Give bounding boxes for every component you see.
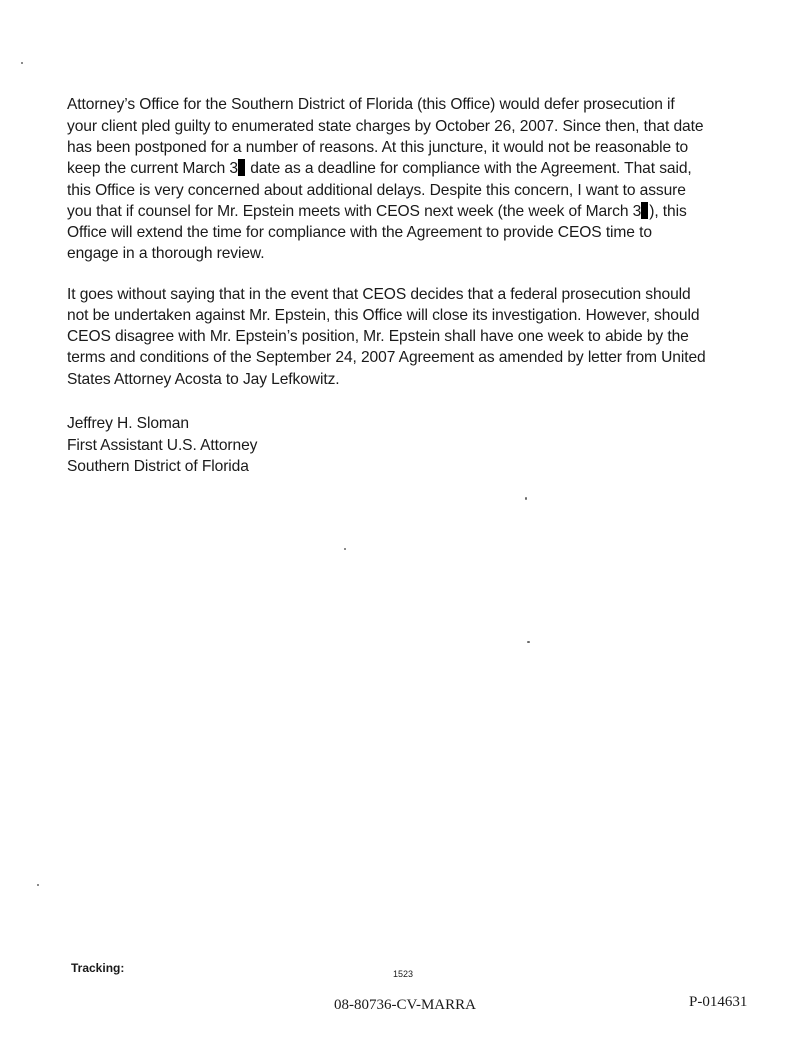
body-line <box>67 158 692 179</box>
body-text: you that if counsel for Mr. Epstein meets with CEOS next week (the week of March 3 <box>67 203 642 220</box>
redaction-box <box>641 202 648 219</box>
signer-district: Southern District of Florida <box>67 458 249 475</box>
body-line: It goes without saying that in the event that CEOS decides that a federal prosecution should <box>67 286 691 303</box>
redaction-box <box>238 159 245 176</box>
scan-speck <box>525 497 527 500</box>
body-line: has been postponed for a number of reasons. At this juncture, it would not be reasonable to <box>67 139 689 156</box>
page-number: 1523 <box>393 969 414 979</box>
body-line: this Office is very concerned about additional delays. Despite this concern, I want to assure <box>67 182 686 199</box>
body-line: engage in a thorough review. <box>67 245 265 262</box>
bates-number: P-014631 <box>689 994 748 1010</box>
tracking-label: Tracking: <box>71 961 125 975</box>
scan-speck <box>21 62 23 64</box>
body-line: States Attorney Acosta to Jay Lefkowitz. <box>67 371 340 388</box>
case-number: 08-80736-CV-MARRA <box>334 997 476 1013</box>
signer-title: First Assistant U.S. Attorney <box>67 437 258 454</box>
body-line: CEOS disagree with Mr. Epstein’s position, Mr. Epstein shall have one week to abide by the <box>67 328 689 345</box>
body-line: not be undertaken against Mr. Epstein, this Office will close its investigation. However, should <box>67 307 700 324</box>
body-line: your client pled guilty to enumerated state charges by October 26, 2007. Since then, that date <box>67 118 704 135</box>
body-line: terms and conditions of the September 24, 2007 Agreement as amended by letter from United <box>67 349 706 366</box>
body-line <box>67 201 687 222</box>
body-text: keep the current March 3 <box>67 160 238 177</box>
body-line: Attorney’s Office for the Southern District of Florida (this Office) would defer prosecution if <box>67 96 675 113</box>
body-text: ), this <box>649 203 687 220</box>
scan-speck <box>37 884 39 886</box>
signer-name: Jeffrey H. Sloman <box>67 415 189 432</box>
body-text: date as a deadline for compliance with the Agreement. That said, <box>250 160 692 177</box>
body-line: Office will extend the time for compliance with the Agreement to provide CEOS time to <box>67 224 652 241</box>
scan-speck <box>344 548 346 550</box>
scan-speck <box>527 641 530 643</box>
